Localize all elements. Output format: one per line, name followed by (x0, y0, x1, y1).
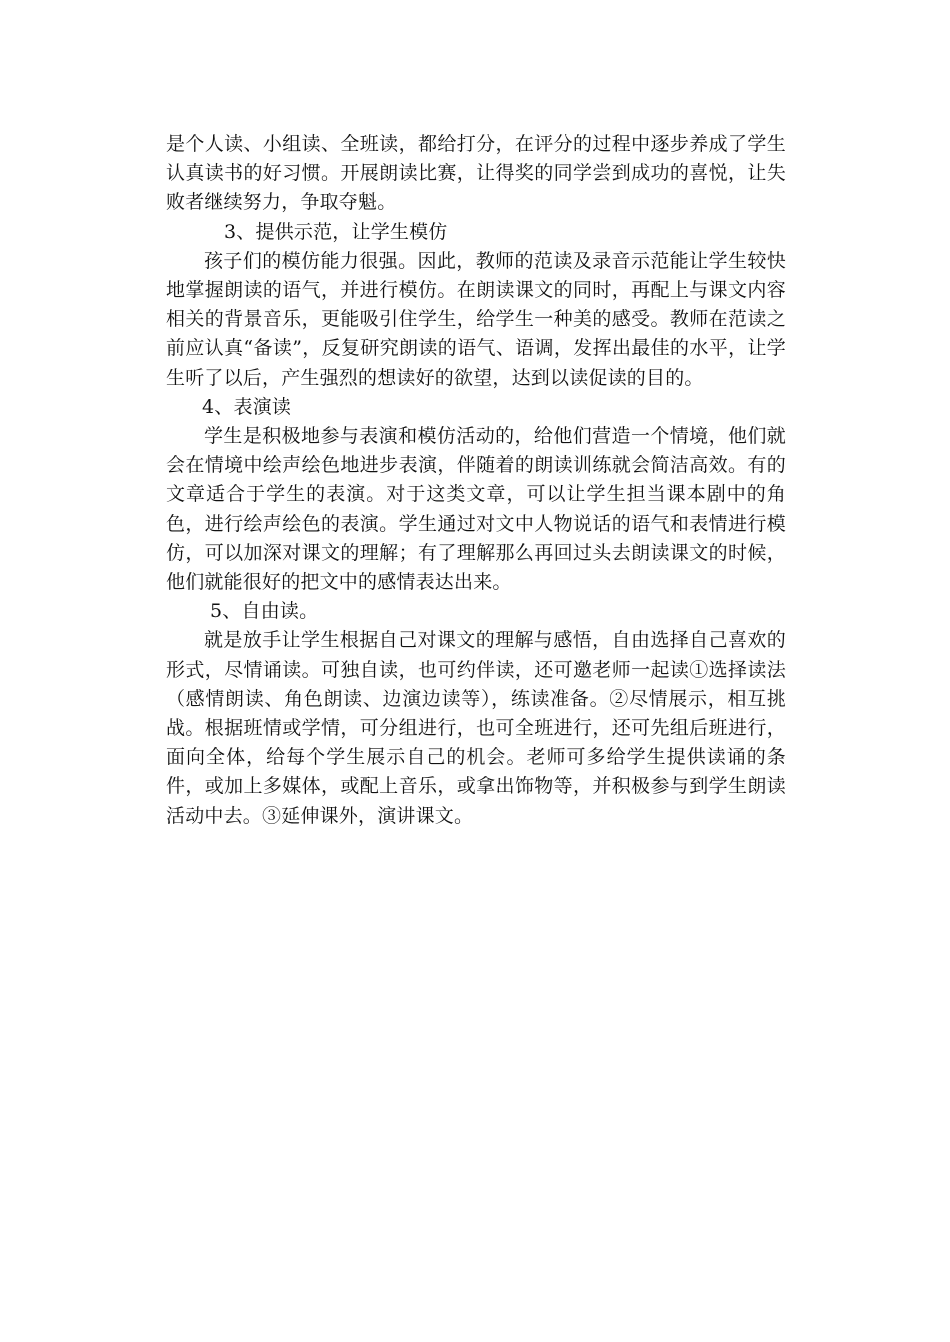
section-heading-3: 3、提供示范，让学生模仿 (224, 220, 448, 243)
section-heading-5: 5、自由读。 (210, 600, 319, 623)
section-heading-4: 4、表演读 (202, 395, 292, 418)
paragraph-scoring-practice: 是个人读、小组读、全班读，都给打分，在评分的过程中逐步养成了学生认真读书的好习惯。开展朗读比赛，让得奖的同学尝到成功的喜悦，让失败者继续努力，争取夺魁。 (166, 133, 786, 214)
paragraph-free-reading: 就是放手让学生根据自己对课文的理解与感悟，自由选择自己喜欢的形式，尽情诵读。可独自读，也可约伴读，还可邀老师一起读①选择读法（感情朗读、角色朗读、边演边读等），练读准备。②尽情展示，相互挑战。根据班情或学情，可分组进行，也可全班进行，还可先组后班进行，面向全体，给每个学生展示自己的机会。老师可多给学生提供读诵的条件，或加上多媒体，或配上音乐，或拿出饰物等，并积极参与到学生朗读活动中去。③延伸课外，演讲课文。 (166, 629, 786, 827)
paragraph-performance-reading: 学生是积极地参与表演和模仿活动的，给他们营造一个情境，他们就会在情境中绘声绘色地进步表演，伴随着的朗读训练就会简洁高效。有的文章适合于学生的表演。对于这类文章，可以让学生担当课本剧中的角色，进行绘声绘色的表演。学生通过对文中人物说话的语气和表情进行模仿，可以加深对课文的理解；有了理解那么再回过头去朗读课文的时候，他们就能很好的把文中的感情表达出来。 (166, 425, 786, 594)
document-body (166, 130, 786, 831)
paragraph-demonstration: 孩子们的模仿能力很强。因此，教师的范读及录音示范能让学生较快地掌握朗读的语气，并进行模仿。在朗读课文的同时，再配上与课文内容相关的背景音乐，更能吸引住学生，给学生一种美的感受。教师在范读之前应认真“备读”，反复研究朗读的语气、语调，发挥出最佳的水平，让学生听了以后，产生强烈的想读好的欲望，达到以读促读的目的。 (166, 249, 786, 389)
